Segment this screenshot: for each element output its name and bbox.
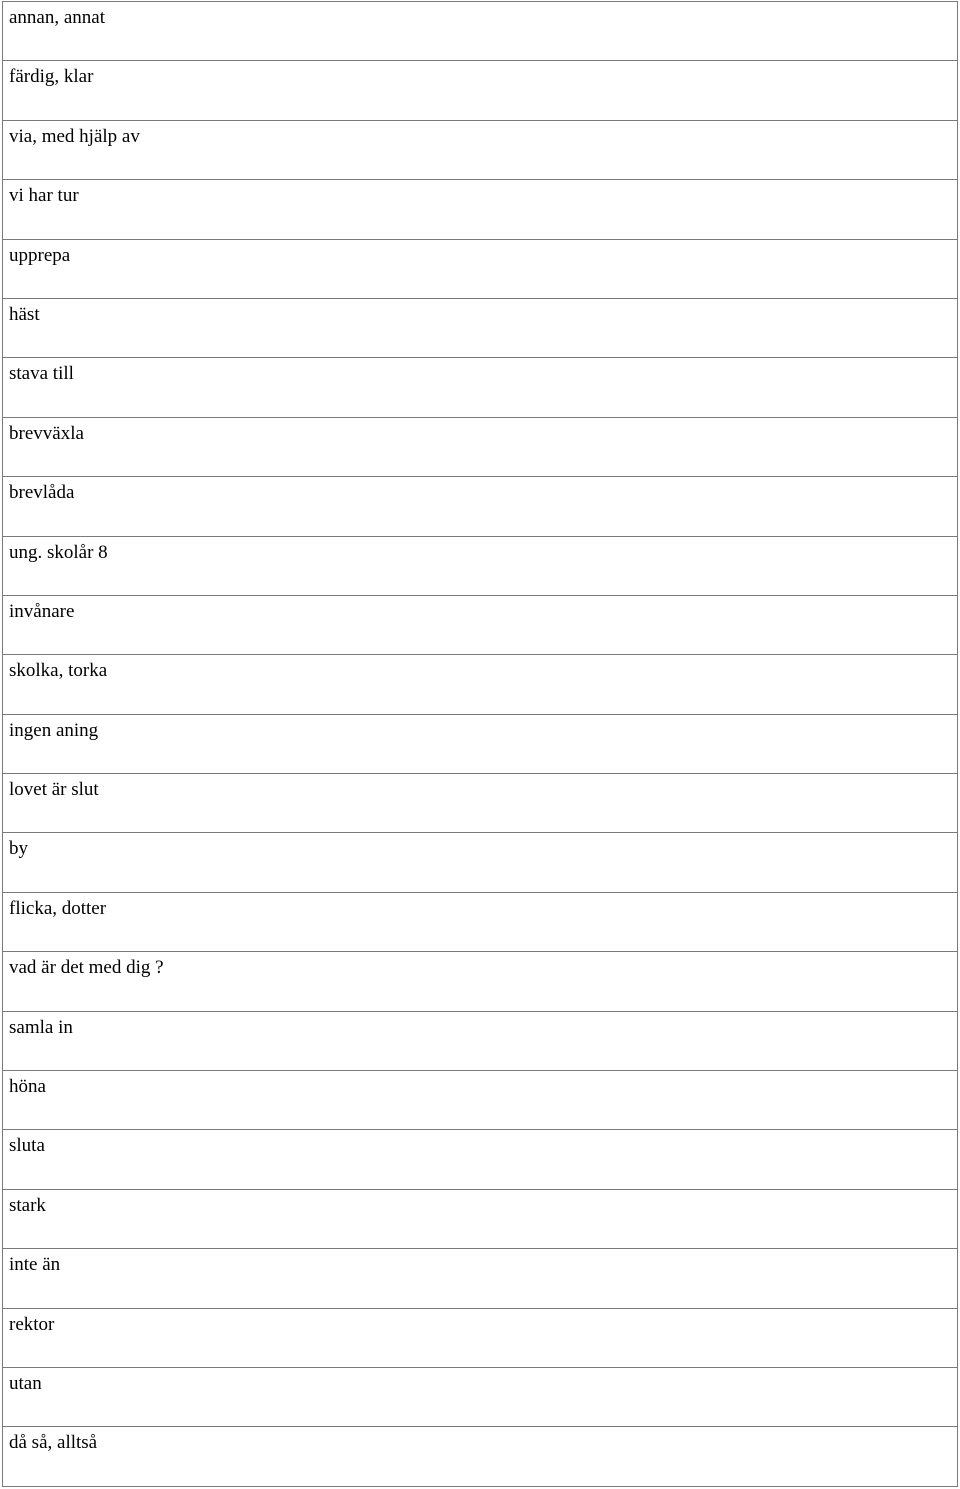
table-row xyxy=(3,1368,957,1427)
table-row xyxy=(3,715,957,774)
table-row xyxy=(3,240,957,299)
table-cell: upprepa xyxy=(9,244,71,266)
table-cell: utan xyxy=(9,1372,42,1394)
table-row xyxy=(3,537,957,596)
table-cell: via, med hjälp av xyxy=(9,125,140,147)
table-cell: vi har tur xyxy=(9,185,79,207)
table-row xyxy=(3,1190,957,1249)
table-row xyxy=(3,358,957,417)
table-cell: färdig, klar xyxy=(9,66,94,88)
table-row xyxy=(3,1427,957,1486)
table-cell: flicka, dotter xyxy=(9,897,107,919)
table-cell: sluta xyxy=(9,1135,45,1157)
table-row xyxy=(3,418,957,477)
table-cell: häst xyxy=(9,303,40,325)
table-row xyxy=(3,61,957,120)
table-row xyxy=(3,1012,957,1071)
table-cell: skolka, torka xyxy=(9,660,108,682)
table-cell: då så, alltså xyxy=(9,1432,98,1454)
table-cell: rektor xyxy=(9,1313,55,1335)
table-cell: stark xyxy=(9,1194,46,1216)
table-cell: invånare xyxy=(9,600,75,622)
table-row xyxy=(3,2,957,61)
table-row xyxy=(3,1130,957,1189)
table-row xyxy=(3,121,957,180)
table-cell: samla in xyxy=(9,1016,73,1038)
table-row xyxy=(3,952,957,1011)
table-row xyxy=(3,774,957,833)
table-cell: ung. skolår 8 xyxy=(9,541,108,563)
table-row xyxy=(3,833,957,892)
table-row xyxy=(3,655,957,714)
table-cell: brevväxla xyxy=(9,422,84,444)
table-cell: lovet är slut xyxy=(9,779,99,801)
table-cell: by xyxy=(9,838,28,860)
table-row xyxy=(3,596,957,655)
table-cell: ingen aning xyxy=(9,719,99,741)
table-cell: inte än xyxy=(9,1254,61,1276)
table-row xyxy=(3,1071,957,1130)
table-row xyxy=(3,893,957,952)
table-row xyxy=(3,1249,957,1308)
table-cell: stava till xyxy=(9,363,74,385)
table-row xyxy=(3,477,957,536)
table-row xyxy=(3,299,957,358)
table-row xyxy=(3,180,957,239)
table-cell: höna xyxy=(9,1076,46,1098)
table-row xyxy=(3,1309,957,1368)
table-cell: brevlåda xyxy=(9,482,75,504)
vocabulary-table xyxy=(2,1,958,1487)
table-cell: vad är det med dig ? xyxy=(9,957,164,979)
table-cell: annan, annat xyxy=(9,7,106,28)
